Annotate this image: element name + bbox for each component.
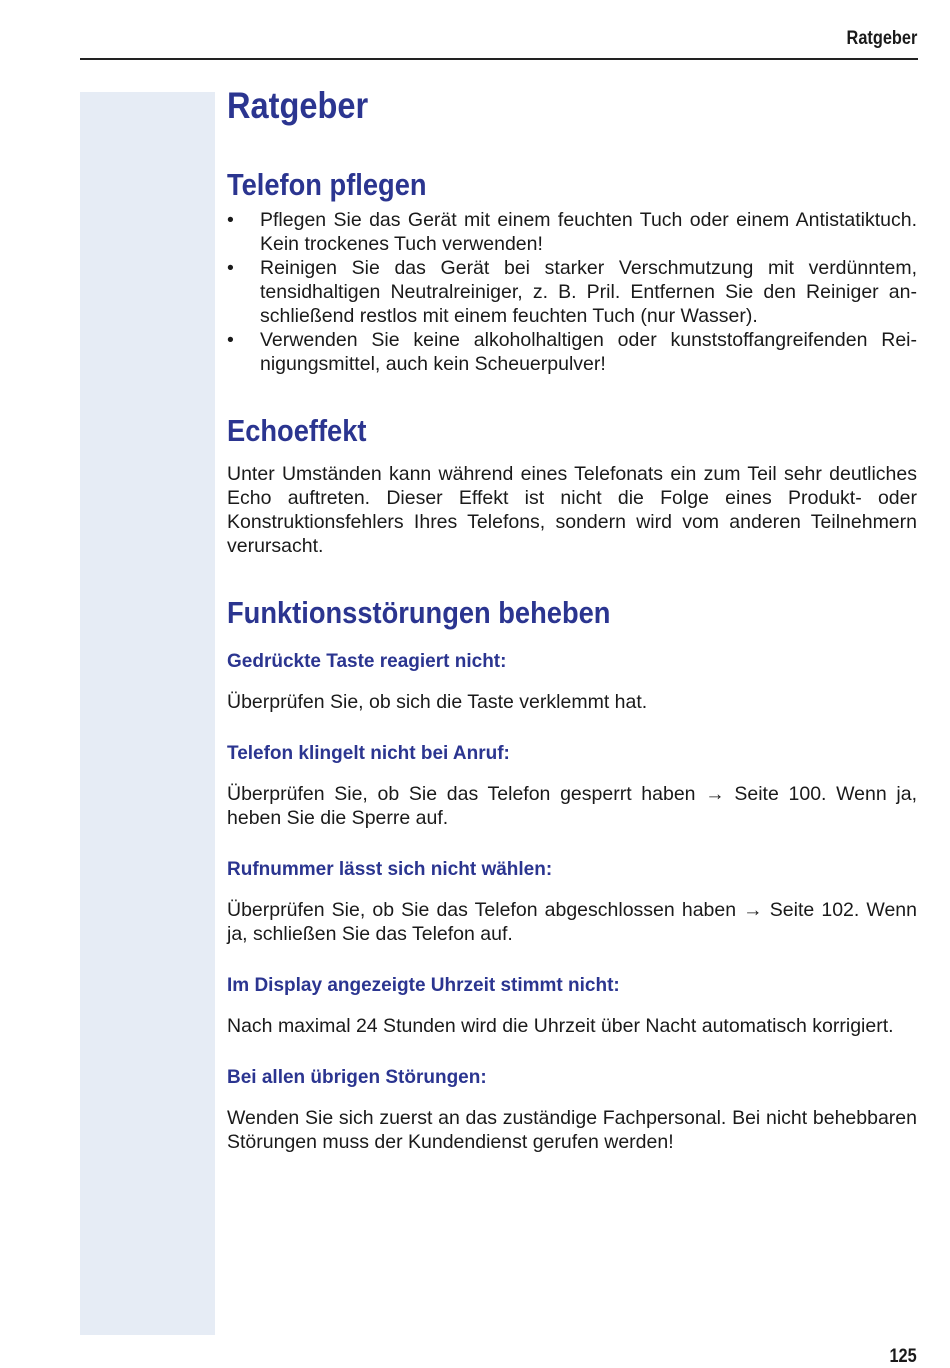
bullet-icon: • [227, 209, 234, 231]
list-item [227, 256, 917, 328]
list-item-text: Pflegen Sie das Gerät mit einem feuchten Tuch oder einem Antistatiktuch. Kein trockenes Tuch verwenden! [260, 209, 917, 255]
page-number: 125 [889, 1346, 917, 1367]
fault-heading-uebrige: Bei allen übrigen Störungen: [227, 1067, 487, 1088]
section-title-echoeffekt: Echoeffekt [227, 413, 367, 448]
fault-text-rufnummer: Überprüfen Sie, ob Sie das Telefon abgeschlossen haben → Seite 102. Wenn ja, schließen Sie das Telefon auf. [227, 899, 917, 945]
echo-paragraph: Unter Umständen kann während eines Telefonats ein zum Teil sehr deutliches Echo auftreten. Dieser Effekt ist nicht die Folge eines Produkt- oder Konstruktionsfehlers Ihres Telefons, sondern wird vom anderen Teilnehmern verursacht. [227, 463, 917, 557]
margin-sidebar [80, 92, 215, 1335]
fault-heading-taste: Gedrückte Taste reagiert nicht: [227, 651, 507, 672]
list-item-text: Verwenden Sie keine alkoholhaltigen oder kunststoffangreifenden Reinigungsmittel, auch kein Scheuerpulver! [260, 329, 917, 375]
bullet-icon: • [227, 329, 234, 351]
bullet-icon: • [227, 257, 234, 279]
list-item [227, 208, 917, 256]
fault-text-uebrige: Wenden Sie sich zuerst an das zuständige Fachpersonal. Bei nicht behebbaren Störungen muss der Kundendienst gerufen werden! [227, 1107, 917, 1153]
care-list [227, 208, 917, 376]
fault-heading-klingelt: Telefon klingelt nicht bei Anruf: [227, 743, 510, 764]
fault-text-uhrzeit: Nach maximal 24 Stunden wird die Uhrzeit über Nacht automatisch korrigiert. [227, 1015, 894, 1037]
page-title: Ratgeber [227, 85, 369, 126]
section-title-telefon-pflegen: Telefon pflegen [227, 167, 427, 202]
page-content [227, 84, 917, 1154]
fault-heading-uhrzeit: Im Display angezeigte Uhrzeit stimmt nicht: [227, 975, 620, 996]
fault-text-klingelt: Überprüfen Sie, ob Sie das Telefon gesperrt haben → Seite 100. Wenn ja, heben Sie die Sperre auf. [227, 783, 917, 829]
section-title-funktionsstoerungen: Funktionsstörungen beheben [227, 595, 611, 630]
fault-text-taste: Überprüfen Sie, ob sich die Taste verklemmt hat. [227, 691, 648, 713]
list-item-text: Reinigen Sie das Gerät bei starker Verschmutzung mit verdünntem, tensidhaltigen Neutralreiniger, z. B. Pril. Entfernen Sie den Reiniger anschließend restlos mit einem feuchten Tuch (nur Wasser). [260, 257, 917, 327]
running-header-title: Ratgeber [846, 28, 917, 49]
fault-heading-rufnummer: Rufnummer lässt sich nicht wählen: [227, 859, 553, 880]
list-item [227, 328, 917, 376]
header-rule [80, 58, 918, 60]
